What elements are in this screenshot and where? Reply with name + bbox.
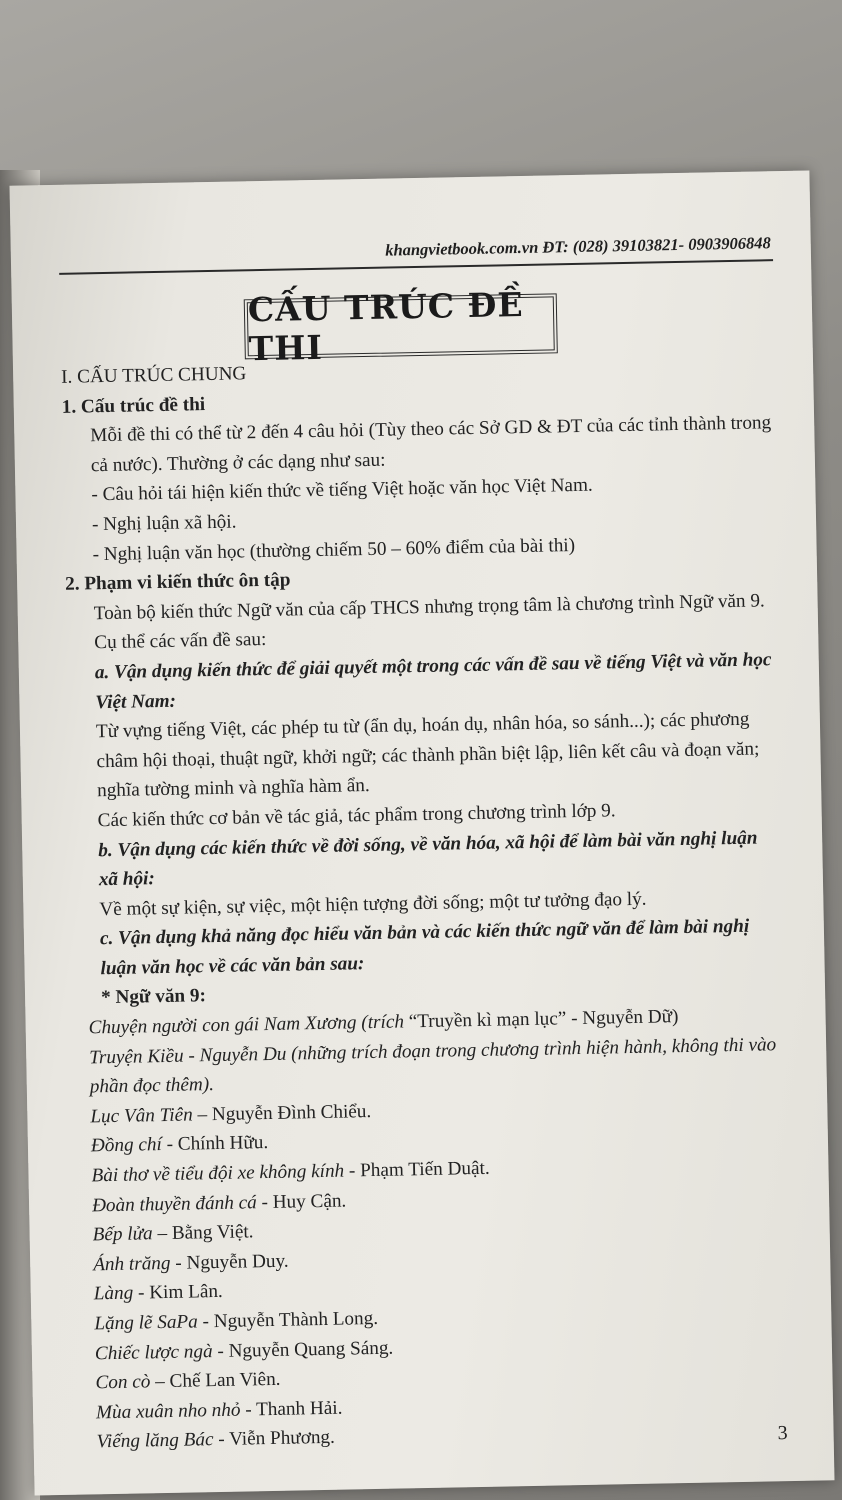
bullet-item: - Nghị luận văn học (thường chiếm 50 – 60% điểm của bài thi) xyxy=(92,534,576,565)
work-author: - Huy Cận. xyxy=(256,1190,347,1213)
work-title: Làng xyxy=(93,1283,134,1305)
work-title: Truyện Kiều xyxy=(89,1045,184,1069)
work-author: – Chế Lan Viên. xyxy=(150,1369,281,1393)
item-b-heading: b. Vận dụng các kiến thức về đời sống, về văn hóa, xã hội để làm bài văn nghị luận xã hội: xyxy=(98,827,758,891)
grade-9-label: * Ngữ văn 9: xyxy=(100,985,207,1009)
page-content xyxy=(61,349,792,1457)
work-title: Ánh trăng xyxy=(93,1252,171,1276)
paragraph-structure: Mỗi đề thi có thể từ 2 đến 4 câu hỏi (Tùy theo các Sở GD & ĐT của các tỉnh thành trong cả nước). Thường ở các dạng như sau: xyxy=(90,412,772,477)
work-title: Con cò xyxy=(95,1371,151,1394)
subsection-heading-structure: 1. Cấu trúc đề thi xyxy=(61,393,206,418)
work-author: - Nguyễn Duy. xyxy=(170,1250,289,1274)
work-author: - Nguyễn Thành Long. xyxy=(197,1307,379,1333)
bullet-item: - Nghị luận xã hội. xyxy=(91,511,237,536)
work-title: Đoàn thuyền đánh cá xyxy=(91,1191,257,1217)
item-a-heading: a. Vận dụng kiến thức để giải quyết một trong các vấn đề sau về tiếng Việt và văn học Việt Nam: xyxy=(94,649,772,713)
work-author: - Nguyễn Quang Sáng. xyxy=(212,1337,394,1362)
work-author: – Bằng Việt. xyxy=(152,1221,254,1245)
work-author: - Thanh Hải. xyxy=(240,1397,343,1421)
work-title: Lặng lẽ SaPa xyxy=(94,1311,198,1335)
item-a-paragraph: Từ vựng tiếng Việt, các phép tu từ (ẩn dụ, hoán dụ, nhân hóa, so sánh...); các phương châm hội thoại, thuật ngữ, khởi ngữ; các thành phần biệt lập, liên kết câu và đoạn văn; nghĩa tường minh và nghĩa hàm ẩn. xyxy=(95,708,760,802)
work-author: - Nguyễn Du (những trích đoạn trong chương trình hiện hành, không thi vào phần đọc thêm). xyxy=(89,1033,777,1098)
section-heading-1: I. CẤU TRÚC CHUNG xyxy=(60,363,247,388)
work-author: - Kim Lân. xyxy=(133,1281,223,1305)
work-author: - Phạm Tiến Duật. xyxy=(343,1157,490,1182)
book-page xyxy=(9,170,834,1495)
work-title: Chuyện người con gái Nam Xương (trích xyxy=(88,1011,409,1039)
header-rule xyxy=(59,259,773,275)
page-title: CẤU TRÚC ĐỀ THI xyxy=(247,284,524,369)
page-number: 3 xyxy=(777,1422,788,1445)
page-header: khangvietbook.com.vn ĐT: (028) 39103821- 0903906848 xyxy=(385,233,771,260)
work-title: Lục Vân Tiên xyxy=(90,1104,193,1128)
work-author: - Chính Hữu. xyxy=(161,1132,269,1156)
work-title: Chiếc lược ngà xyxy=(94,1340,213,1364)
work-author: - Viễn Phương. xyxy=(213,1427,336,1451)
item-a-paragraph: Các kiến thức cơ bản về tác giả, tác phẩm trong chương trình lớp 9. xyxy=(97,800,616,832)
work-author: “Truyền kì mạn lục” - Nguyễn Dữ) xyxy=(408,1006,679,1033)
work-author: – Nguyễn Đình Chiểu. xyxy=(192,1100,372,1126)
work-title: Mùa xuân nho nhỏ xyxy=(95,1399,241,1424)
item-b-paragraph: Về một sự kiện, sự việc, một hiện tượng đời sống; một tư tưởng đạo lý. xyxy=(99,888,647,920)
paragraph-scope: Toàn bộ kiến thức Ngữ văn của cấp THCS nhưng trọng tâm là chương trình Ngữ văn 9. Cụ thể các vấn đề sau: xyxy=(93,590,765,654)
work-title: Đồng chí xyxy=(90,1134,163,1157)
title-frame xyxy=(244,284,558,369)
item-c-heading: c. Vận dụng khả năng đọc hiểu văn bản và các kiến thức ngữ văn để làm bài nghị luận văn học về các văn bản sau: xyxy=(99,916,750,980)
work-title: Bếp lửa xyxy=(92,1223,153,1246)
bullet-item: - Câu hỏi tái hiện kiến thức về tiếng Việt hoặc văn học Việt Nam. xyxy=(91,475,593,506)
works-list xyxy=(73,1000,791,1457)
work-title: Viếng lăng Bác xyxy=(96,1429,214,1453)
work-title: Bài thơ về tiểu đội xe không kính xyxy=(91,1160,345,1187)
subsection-heading-scope: 2. Phạm vi kiến thức ôn tập xyxy=(64,569,291,595)
